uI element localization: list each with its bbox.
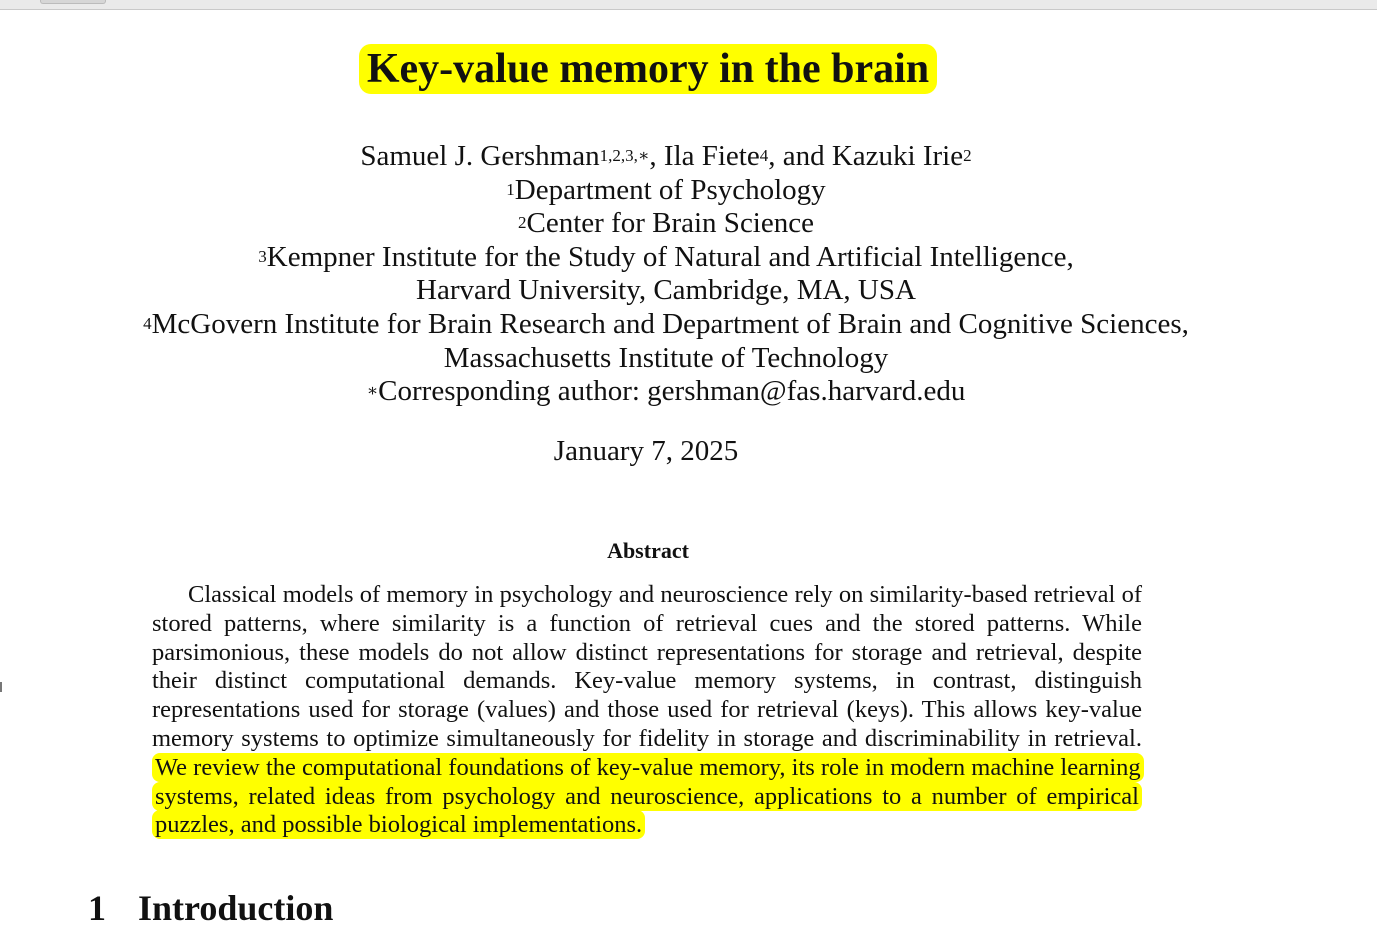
authors-block — [0, 140, 1332, 409]
section-heading — [88, 888, 333, 928]
corresponding-mark: ∗ — [366, 381, 379, 401]
affiliation-mark: 2 — [518, 213, 527, 233]
affiliation-text: Harvard University, Cambridge, MA, USA — [416, 274, 916, 307]
title-block — [0, 44, 1296, 94]
affiliation-mark: 4 — [143, 313, 152, 333]
affiliation-line — [0, 174, 1332, 208]
corresponding-author-text: Corresponding author: gershman@fas.harvard.edu — [378, 375, 966, 408]
paper-title: Key-value memory in the brain — [359, 44, 937, 94]
affiliation-text: Department of Psychology — [514, 173, 826, 206]
affiliation-mark: 1 — [506, 179, 515, 199]
author-separator: , — [649, 140, 664, 172]
author-affiliation-marks: 4 — [759, 146, 769, 165]
abstract-highlighted-text[interactable]: We review the computational foundations of key-value memory, its role in modern machine learning systems, related ideas from psychology and neuroscience, applications to a number of empirical puzzles, and possible biological implementations. — [152, 753, 1144, 840]
abstract-body — [152, 581, 1142, 840]
abstract-text: Classical models of memory in psychology and neuroscience rely on similarity-based retrieval of stored patterns, where similarity is a function of retrieval cues and the stored patterns. While parsimonious, these models do not allow distinct representations for storage and retrieval, despite their distinct computational demands. Key-value memory systems, in contrast, distinguish representations used for storage (values) and those used for retrieval (keys). This allows key-value memory systems to optimize simultaneously for fidelity in storage and discriminability in retrieval. — [152, 581, 1142, 752]
affiliation-text: Kempner Institute for the Study of Natural and Artificial Intelligence, — [266, 240, 1074, 273]
affiliation-line — [0, 308, 1332, 342]
corresponding-author-line — [0, 375, 1332, 409]
author-affiliation-marks: 1,2,3,∗ — [599, 146, 650, 165]
viewer-tab[interactable] — [40, 0, 106, 4]
author-name: Kazuki Irie — [831, 140, 964, 172]
author-affiliation-marks: 2 — [963, 146, 972, 165]
section-title: Introduction — [138, 888, 334, 928]
affiliation-text: McGovern Institute for Brain Research and Department of Brain and Cognitive Sciences, — [151, 307, 1189, 340]
affiliation-text: Massachusetts Institute of Technology — [443, 341, 889, 374]
author-name: Ila Fiete — [663, 140, 760, 172]
affiliation-text: Center for Brain Science — [526, 207, 814, 240]
viewer-top-bar — [0, 0, 1377, 10]
abstract-heading: Abstract — [607, 538, 689, 563]
author-name: Samuel J. Gershman — [360, 140, 600, 172]
affiliation-line — [0, 274, 1332, 308]
pdf-page — [0, 10, 1377, 928]
author-line — [0, 140, 1332, 174]
affiliation-line — [0, 207, 1332, 241]
affiliation-mark: 3 — [258, 246, 267, 266]
section-number: 1 — [88, 888, 106, 928]
author-separator: , and — [768, 140, 832, 172]
affiliation-line — [0, 241, 1332, 275]
affiliation-line — [0, 342, 1332, 376]
paper-date: January 7, 2025 — [553, 435, 739, 467]
